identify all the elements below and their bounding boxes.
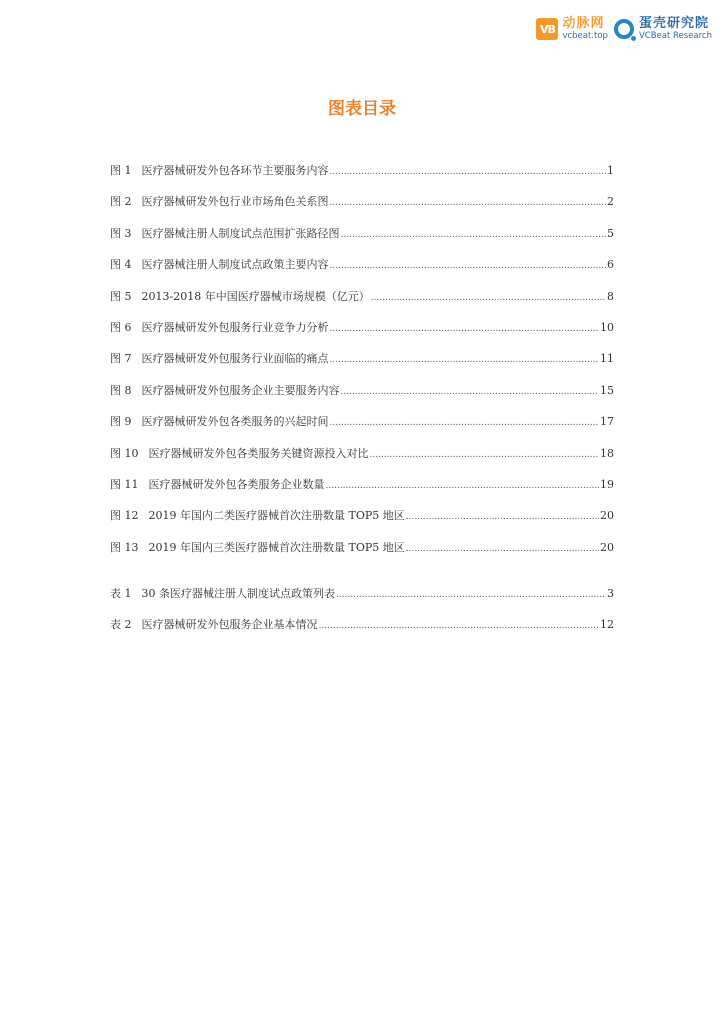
figures-entry[interactable] [110,539,614,555]
figures-page-number: 18 [600,446,614,460]
figures-number: 图 12 [110,509,139,523]
figures-title: 医疗器械研发外包服务行业竞争力分析 [141,321,329,334]
dot-leader [341,230,607,240]
dot-leader [336,590,606,600]
dot-leader [330,355,600,365]
figures-title: 2019 年国内二类医疗器械首次注册数量 TOP5 地区 [148,509,405,523]
research-logo-icon [614,19,634,39]
dot-leader [341,387,600,397]
dot-leader [370,450,600,460]
tables-entry[interactable] [110,585,614,601]
figures-number: 图 2 [110,195,132,209]
figures-page-number: 1 [607,164,614,177]
figures-title: 医疗器械研发外包服务行业面临的痛点 [141,352,329,366]
figures-number: 图 3 [110,226,132,240]
figures-number: 图 6 [110,321,132,334]
figures-entry[interactable] [110,476,614,492]
figures-title: 医疗器械注册人制度试点政策主要内容 [141,258,329,272]
figures-title: 医疗器械研发外包行业市场角色关系图 [141,195,329,209]
header-logos [536,14,712,44]
figures-page-number: 6 [607,258,614,272]
dot-leader [330,198,607,208]
dot-leader [406,544,599,554]
vb-logo-icon: VB [536,18,558,40]
dot-leader [371,293,606,303]
page-title: 图表目录 [328,99,396,119]
tables-title: 医疗器械研发外包服务企业基本情况 [141,618,318,632]
research-en-name: VCBeat Research [638,31,712,42]
figures-title: 医疗器械研发外包各环节主要服务内容 [141,164,329,177]
dot-leader [330,167,607,177]
figures-number: 图 11 [110,478,139,491]
figures-title: 2013-2018 年中国医疗器械市场规模（亿元） [141,289,370,303]
figures-title: 医疗器械研发外包各类服务关键资源投入对比 [148,446,369,460]
figures-page-number: 20 [600,540,614,554]
tables-entry[interactable] [110,616,614,632]
tables-number: 表 1 [110,587,132,600]
figures-number: 图 8 [110,383,132,397]
figures-number: 图 10 [110,446,139,460]
figures-page-number: 2 [607,195,614,209]
dot-leader [330,261,607,271]
tables-page-number: 3 [607,587,614,600]
figures-number: 图 1 [110,164,132,177]
tables-page-number: 12 [600,618,614,632]
figures-entry[interactable] [110,507,614,523]
figures-entry[interactable] [110,256,614,272]
dot-leader [319,621,600,631]
figures-entry[interactable] [110,288,614,304]
figures-entry[interactable] [110,319,614,335]
figures-number: 图 4 [110,258,132,272]
figures-entry[interactable] [110,350,614,366]
dot-leader [330,418,600,428]
vcbeat-en-name: vcbeat.top [562,31,608,42]
figures-title: 医疗器械研发外包服务企业主要服务内容 [141,383,340,397]
figures-page-number: 19 [600,478,614,491]
figures-page-number: 20 [600,509,614,523]
tables-title: 30 条医疗器械注册人制度试点政策列表 [141,587,335,600]
figures-entry[interactable] [110,193,614,209]
vcbeat-cn-name: 动脉网 [562,16,605,32]
figures-title: 医疗器械注册人制度试点范围扩张路径图 [141,226,340,240]
figures-number: 图 5 [110,289,132,303]
figures-title: 2019 年国内三类医疗器械首次注册数量 TOP5 地区 [148,540,405,554]
dot-leader [330,324,600,334]
figures-number: 图 13 [110,540,139,554]
figures-page-number: 10 [600,321,614,334]
figures-title: 医疗器械研发外包各类服务的兴起时间 [141,415,329,429]
tables-number: 表 2 [110,618,132,632]
figures-entry[interactable] [110,162,614,178]
figures-entry[interactable] [110,225,614,241]
research-cn-name: 蛋壳研究院 [638,16,709,32]
figures-page-number: 17 [600,415,614,429]
figures-page-number: 8 [607,289,614,303]
figures-entry[interactable] [110,413,614,429]
figures-entry[interactable] [110,445,614,461]
figures-page-number: 5 [607,226,614,240]
dot-leader [326,481,600,491]
vcbeat-logo [536,17,608,41]
figures-page-number: 11 [600,352,614,366]
figures-title: 医疗器械研发外包各类服务企业数量 [148,478,325,491]
figures-page-number: 15 [600,383,614,397]
figures-number: 图 7 [110,352,132,366]
vcbeat-research-logo [614,17,712,41]
figures-number: 图 9 [110,415,132,429]
dot-leader [406,512,599,522]
figures-entry[interactable] [110,382,614,398]
